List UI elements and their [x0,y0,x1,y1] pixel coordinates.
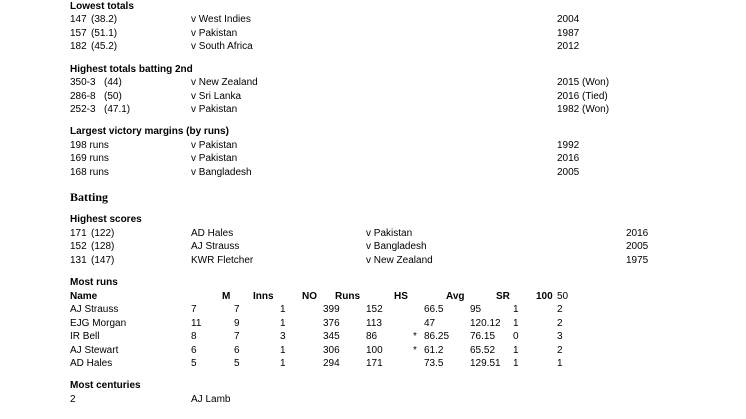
hs-balls: (128) [91,241,115,252]
mr-hs: 171 [366,358,383,369]
hs-score: 152 [70,241,87,252]
mr-no: 1 [280,358,286,369]
hs-year: 1975 [626,255,649,266]
hs-player: KWR Fletcher [191,255,254,266]
col-header-sr: SR [496,291,510,302]
mr-runs: 306 [323,345,340,356]
mc-player: AJ Lamb [191,394,231,405]
lowest-score: 182 [70,41,87,52]
mr-m: 5 [191,358,197,369]
vm-year: 2005 [557,167,580,178]
mr-runs: 376 [323,318,340,329]
lowest-score: 147 [70,14,87,25]
mr-hs: 152 [366,304,383,315]
batting-section-title: Batting [70,190,109,204]
mr-inns: 7 [234,304,240,315]
h2-year: 1982 (Won) [557,104,610,115]
hs-year: 2016 [626,228,649,239]
mr-sr: 95 [470,304,482,315]
col-header-avg: Avg [446,291,465,302]
lowest-year: 1987 [557,28,580,39]
lowest-overs: (38.2) [91,14,118,25]
lowest-overs: (51.1) [91,28,118,39]
col-header-name: Name [70,291,98,302]
most-runs-heading: Most runs [70,277,118,288]
lowest-totals-heading: Lowest totals [70,1,134,12]
h2-year: 2015 (Won) [557,77,610,88]
mr-m: 6 [191,345,197,356]
vm-opponent: v Pakistan [191,140,238,151]
col-header-m: M [222,291,231,302]
mr-hs: 86 [366,331,378,342]
vm-margin: 168 runs [70,167,109,178]
mr-no: 3 [280,331,286,342]
h2-overs: (44) [104,77,122,88]
h2-year: 2016 (Tied) [557,91,608,102]
mr-hs: 100 [366,345,383,356]
mr-runs: 345 [323,331,340,342]
mr-name: AJ Stewart [70,345,119,356]
hs-player: AJ Strauss [191,241,240,252]
mr-100: 1 [513,304,519,315]
vm-opponent: v Pakistan [191,153,238,164]
vm-opponent: v Bangladesh [191,167,252,178]
most-centuries-heading: Most centuries [70,380,141,391]
lowest-opponent: v Pakistan [191,28,238,39]
mr-avg: 86.25 [424,331,450,342]
mr-100: 1 [513,345,519,356]
h2-overs: (50) [104,91,122,102]
lowest-score: 157 [70,28,87,39]
h2-opponent: v New Zealand [191,77,258,88]
highest-2nd-heading: Highest totals batting 2nd [70,64,193,75]
mr-m: 8 [191,331,197,342]
mr-sr: 76.15 [470,331,496,342]
hs-year: 2005 [626,241,649,252]
mr-name: AJ Strauss [70,304,119,315]
mr-avg: 73.5 [424,358,444,369]
lowest-overs: (45.2) [91,41,118,52]
lowest-opponent: v West Indies [191,14,251,25]
mr-avg: 61.2 [424,345,444,356]
h2-score: 286-8 [70,91,96,102]
highest-scores-heading: Highest scores [70,214,142,225]
mr-runs: 399 [323,304,340,315]
mr-inns: 5 [234,358,240,369]
col-header-100: 100 [536,291,553,302]
mr-inns: 7 [234,331,240,342]
hs-opponent: v New Zealand [366,255,433,266]
col-header-50: 50 [557,291,569,302]
h2-opponent: v Pakistan [191,104,238,115]
h2-score: 252-3 [70,104,96,115]
vm-margin: 169 runs [70,153,109,164]
mr-inns: 6 [234,345,240,356]
mr-50: 3 [557,331,563,342]
lowest-year: 2004 [557,14,580,25]
hs-balls: (122) [91,228,115,239]
mc-count: 2 [70,394,76,405]
mr-sr: 120.12 [470,318,501,329]
col-header-no: NO [302,291,317,302]
h2-score: 350-3 [70,77,96,88]
mr-50: 2 [557,318,563,329]
mr-100: 0 [513,331,519,342]
mr-100: 1 [513,358,519,369]
mr-m: 7 [191,304,197,315]
mr-sr: 65.52 [470,345,496,356]
lowest-year: 2012 [557,41,580,52]
mr-sr: 129.51 [470,358,501,369]
col-header-hs: HS [394,291,408,302]
mr-avg: 66.5 [424,304,444,315]
mr-runs: 294 [323,358,340,369]
vm-margin: 198 runs [70,140,109,151]
mr-100: 1 [513,318,519,329]
hs-score: 131 [70,255,87,266]
hs-opponent: v Pakistan [366,228,413,239]
mr-no: 1 [280,304,286,315]
hs-player: AD Hales [191,228,234,239]
vm-year: 2016 [557,153,580,164]
hs-opponent: v Bangladesh [366,241,427,252]
mr-name: AD Hales [70,358,113,369]
col-header-inns: Inns [253,291,274,302]
victory-margins-heading: Largest victory margins (by runs) [70,126,229,137]
h2-opponent: v Sri Lanka [191,91,242,102]
lowest-opponent: v South Africa [191,41,253,52]
h2-overs: (47.1) [104,104,131,115]
mr-50: 2 [557,304,563,315]
vm-year: 1992 [557,140,580,151]
mr-50: 1 [557,358,563,369]
mr-50: 2 [557,345,563,356]
col-header-runs: Runs [335,291,360,302]
mr-name: EJG Morgan [70,318,127,329]
mr-hs: 113 [366,318,382,329]
mr-inns: 9 [234,318,240,329]
mr-name: IR Bell [70,331,100,342]
mr-no: 1 [280,345,286,356]
mr-star: * [413,331,417,342]
mr-m: 11 [191,318,202,329]
mr-no: 1 [280,318,286,329]
mr-star: * [413,345,417,356]
mr-avg: 47 [424,318,436,329]
hs-balls: (147) [91,255,115,266]
hs-score: 171 [70,228,87,239]
